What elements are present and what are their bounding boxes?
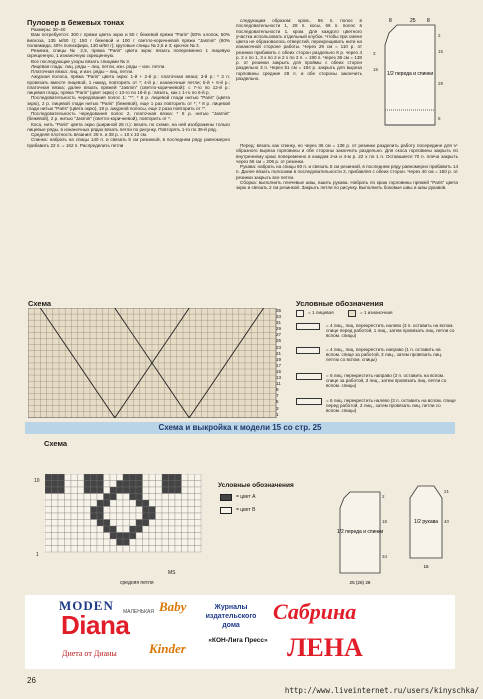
row-number: 23 [276,344,282,350]
sleeve-width: 16 [423,564,429,569]
front-width: 25 (26) 28 [349,580,371,585]
legend-cable-left-6: = 6 лиц. перекрестить налево (3 п. оставить на вспом. спице перед работой, 3 лиц., затем провязать лиц. петли со вспом. спицы) [326,398,456,414]
legend-header: Условные обозначения [296,299,384,308]
article-paragraph: Последовательность чередования полос 1: "*", * 8 р. лицевой глади нитью "Paris" (цвета экрю), 2 р. лицевой глади нитью "Paris" (бежевой), еще 1 раз повторить от *; * 8 р. лицевой глади нитью "Paris" (цвета экрю), 18 р. ажурной полосы, еще 2 раза повторить от *". [27,95,230,111]
article-paragraph: следующим образом: кром., 66 п. полос в последовательности 1, 28 п. косы, 66 п. полос в последовательности 1, кром. Для каждого цветного участка использовать отдельный клубок. Чтобы при смене цвета не образовалось отверстий, перекрещивать нити на изнаночной стороне работы. Через 29 см = 110 р. от резинки прибавить с обеих сторон раздельно 8 р. через 4 р. 2 х по 1, 3 х по 2 и 2 х по 3 п. = 190 п. Через 36 см = 138 р. от резинки закрыть для проймы с обеих сторон раздельно 3 п. Через 51 см = 194 р. закрыть для выреза горловины средние 28 п. и обе стороны закончить раздельно. [236,18,362,81]
row-number: 29 [276,326,282,332]
row-number: 9 [276,387,279,393]
row-number: 35 [276,308,282,313]
svg-text:40: 40 [444,519,450,524]
cable-right-4-icon [296,347,320,354]
svg-text:3: 3 [373,51,376,56]
svg-text:2: 2 [382,494,385,499]
ad-lena: ЛЕНА [287,633,363,662]
schematic-dim-left: 8 [389,18,392,24]
article-paragraph: Средняя плотность вязания: 28 п. и 38 р. = 10 х 10 см. [31,132,148,137]
article-paragraph: Сборка: выполнить плечевые швы, вшить рукава. Набрать по краю горловины пряжей "Paris" цвета экрю и связать 2 см резинкой. Закрыть петли по рисунку. Выполнить боковые швы и швы рукавов. [236,179,458,190]
center-stitch-label: средняя петля [120,580,154,586]
row-number: 15 [276,368,282,374]
article-title: Пуловер в бежевых тонах [27,18,125,27]
cable-left-4-icon [296,323,320,330]
row-number: 25 [276,338,282,344]
article-paragraph: Рукава: набрать на спицы 60 п. и связать 5 см резинкой, в последнем ряду равномерно прибавить 14 п. Далее вязать полосами в последовательности 2, прибавляя с обеих сторон. Через 40 см = 150 р. от резинки закрыть все петли. [236,164,458,180]
source-url: http://www.liveinternet.ru/users/kinyschka/ [284,686,479,695]
schematic-label: 1/2 переда и спинки [386,71,434,77]
svg-text:18: 18 [382,519,388,524]
sleeve-label: 1/2 рукава [413,519,439,525]
row-number: 19 [276,356,282,362]
svg-text:2: 2 [438,33,441,38]
legend-cable-right-6: = 6 лиц. перекрестить направо (3 п. оставить на вспом. спице за работой, 3 лиц., затем провязать лиц. петли со вспом. спицы) [326,373,447,389]
ad-kinder: Kinder [149,641,186,656]
row-number: 27 [276,332,282,338]
row-number: 5 [276,399,279,405]
ad-diana: Diana [61,610,130,640]
article-paragraph: Резинка, спицы № 2,5, пряжа "Paris" цвета экрю: вязать попеременно 1 лицевую скрещенную, 1 изнаночную скрещенную. [27,48,230,59]
chart2-legend-header: Условные обозначения [218,482,294,489]
ad-banner [25,595,455,669]
article-col2-top [236,18,362,142]
cable-left-6-icon [296,398,322,405]
article-paragraph: Коса, нить "Paris" цвета экрю (шириной 28 п.): вязать по схеме, на ней изображены только лицевые ряды, в изнаночных рядах вязать петли по рисунку. Повторять 1-го по 36-й ряд. [27,121,230,132]
article-paragraph: Вам потребуется: 300 г пряжи цвета экрю и 50 г бежевой пряжи "Paris" (50% хлопок, 50% вискоза, 135 м/50 г); 150 г бежевой и 100 г светло-коричневой пряжи "Jasmin" (60% полиамида, 40% полиэфира, 130 м/50 г); круговые спицы № 2,5 и 3; крючок № 3. [27,32,230,48]
knit-symbol-icon [296,310,304,317]
legend-cable-left-4: = 4 лиц., лиц. перекрестить налево (3 п. оставить на вспом. спице перед работой, 1 лиц., затем провязать лиц. петли со вспом. спицы) [326,323,455,339]
article-paragraph: Ажурная полоса, пряжа "Paris" цвета экрю: 1-й + 2-й р.: платочная вязка; 3-й р.: * 2 п. провязать вместе лицевой, 1 накид, повторить от *; 4-й р.: изнаночные петли; 5-й + 6-й р.: платочная вязка; далее вязать пряжей "Jasmin" (светло-коричневой): с 7-го по 12-й р.: лицевая гладь; пряжа "Paris" (цвет экрю) с 13-го по 18-й р.: вязать, как с 1-го по 6-й р. [27,74,230,95]
legend [296,310,456,422]
article-paragraph: Лицевая гладь: лиц. ряды – лиц. петли, изн. ряды – изн. петли. [31,63,166,69]
purl-symbol-icon [348,310,356,317]
front-label: 1/2 переда и спинки [336,529,384,535]
svg-text:15: 15 [373,67,379,72]
ms-label: MS [168,570,176,576]
schematic-dim-right: 8 [427,18,430,24]
schematic-dim-mid: 25 [410,18,416,24]
svg-text:21: 21 [444,489,450,494]
article-col1 [27,18,230,292]
ad-baby: Baby [159,599,187,614]
ad-journals: Журналы издательского дома [205,604,257,629]
section-band-title: Схема и выкройка к модели 15 со стр. 25 [158,423,322,432]
svg-text:5: 5 [438,116,441,121]
article-col2-bottom [236,143,458,293]
top-schematic [365,15,457,139]
cable-right-6-icon [296,373,322,380]
colorwork-chart [45,474,207,570]
color-b-label: = цвет B [236,507,256,513]
pattern-header: Схема [28,299,52,308]
row-number: 1 [276,411,279,417]
row-number: 33 [276,314,282,320]
article-paragraph: Размеры: 36–40 [31,27,66,32]
row-number: 31 [276,320,282,326]
row-number: 21 [276,350,282,356]
ad-moden: MODEN [59,598,114,613]
chart2-row-top: 10 [34,478,40,484]
legend-purl: = 1 изнаночная [360,310,393,315]
page-number: 26 [27,676,36,685]
article-paragraph: Последовательность чередования полос 2, платочная вязка: * 8 р. нитью "Jasmin" (бежевой), 2 р. нитью "Jasmin" (светло-коричневой), повторить от *. [27,111,230,122]
pattern-chart [28,308,288,418]
chart2-row-bottom: 1 [36,552,39,558]
svg-text:29: 29 [438,81,444,86]
chart2-header: Схема [44,439,68,448]
article-paragraph: Перед: вязать как спинку, но через 36 см = 138 р. от резинки разделить работу посередине для V-образного выреза горловины и обе стороны закончить раздельно. Для скоса горловины закрыть по внутреннему краю попеременно в каждом 2-м и 4-м р. 22 х по 1 п. Оставшиеся 70 п. плеча закрыть через 56 см = 206 р. от резинки. [236,143,458,164]
row-number: 3 [276,405,279,411]
color-b-swatch [220,507,232,514]
article-paragraph: Спинка: набрать на спицы 140 п. и связать 5 см резинкой, в последнем ряду равномерно прибавить 22 п. = 162 п. Распределить петли [27,137,230,148]
ad-kon: «КОН-Лига Пресс» [208,637,268,644]
bottom-schematic [330,478,460,588]
ad-malenkaya: МАЛЕНЬКАЯ [123,609,154,615]
article-paragraph: Все последующие узоры вязать спицами № 3. [31,58,131,64]
row-number: 11 [276,381,281,387]
ad-sabrina: Сабрина [273,599,357,624]
legend-cable-right-4: = 4 лиц., лиц. перекрестить направо (1 п. оставить на вспом. спице за работой, 3 лиц., затем провязать лиц. петлю со вспом. спицы) [326,347,443,363]
pattern-row-numbers [276,308,288,418]
ad-dieta: Диета от Дианы [62,649,117,658]
row-number: 13 [276,375,282,381]
row-number: 7 [276,393,279,399]
color-a-label: = цвет A [236,494,256,500]
color-a-swatch [220,494,232,501]
legend-knit: = 1 лицевая [308,310,334,315]
row-number: 17 [276,362,282,368]
svg-text:34: 34 [382,554,388,559]
svg-text:15: 15 [438,49,444,54]
article-paragraph: Платочная вязка: лиц. и изн. ряды – лиц. петли. [31,69,134,74]
